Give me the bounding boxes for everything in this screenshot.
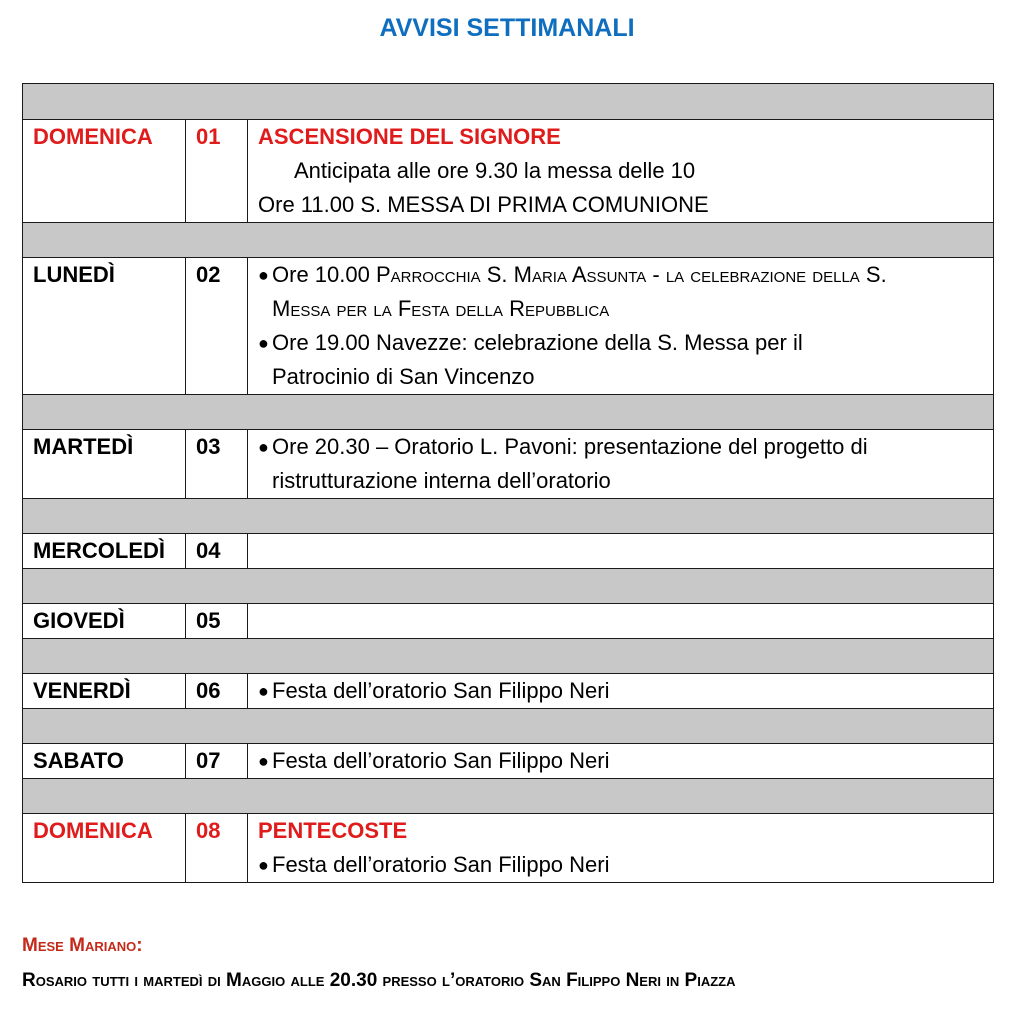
day-number: 08 [186,814,248,883]
bullet-icon: ● [258,855,269,875]
spacer-row [23,709,994,744]
event-text: Parrocchia S. Maria Assunta - la celebrazione della S. [375,262,887,287]
day-name: MERCOLEDÌ [23,534,186,569]
event-line: Anticipata alle ore 9.30 la messa delle 10 [294,158,696,183]
day-name: GIOVEDÌ [23,604,186,639]
feast-title: PENTECOSTE [258,818,408,843]
day-name: DOMENICA [23,120,186,223]
bullet-icon: ● [258,681,269,701]
schedule-row-domenica-08 [23,814,994,883]
spacer-row [23,395,994,430]
bullet-icon: ● [258,333,269,353]
day-name: DOMENICA [23,814,186,883]
day-number: 01 [186,120,248,223]
event-text: Festa dell’oratorio San Filippo Neri [272,852,610,877]
day-number: 03 [186,430,248,499]
page-title: AVVISI SETTIMANALI [379,14,635,42]
spacer-row [23,84,994,120]
day-events [248,258,994,395]
bullet-icon: ● [258,265,269,285]
day-number: 04 [186,534,248,569]
event-item [258,848,983,882]
schedule-row-lunedi-02 [23,258,994,395]
day-events [248,120,994,223]
day-name: LUNEDÌ [23,258,186,395]
schedule-row-venerdi-06 [23,674,994,709]
schedule-row-mercoledi-04 [23,534,994,569]
event-line: Ore 11.00 S. MESSA DI PRIMA COMUNIONE [258,192,709,217]
event-text: Ore 19.00 Navezze: celebrazione della S. Messa per il [272,330,803,355]
event-item [258,674,983,708]
footer-text: Rosario tutti i martedì di Maggio alle 20.30 presso l’oratorio San Filippo Neri in Piazza [22,970,736,991]
bullet-icon: ● [258,751,269,771]
schedule-row-sabato-07 [23,744,994,779]
spacer-row [23,569,994,604]
spacer-row [23,499,994,534]
event-text: Patrocinio di San Vincenzo [272,364,535,389]
event-text: ristrutturazione interna dell’oratorio [272,468,611,493]
bullet-icon: ● [258,437,269,457]
day-number: 02 [186,258,248,395]
event-text: Messa per la Festa della Repubblica [272,296,610,321]
day-events [248,430,994,499]
feast-title: ASCENSIONE DEL SIGNORE [258,124,561,149]
weekly-schedule-table [22,83,994,883]
spacer-row [23,779,994,814]
event-text: Ore 10.00 [272,262,376,287]
day-events [248,744,994,779]
day-events [248,814,994,883]
spacer-row [23,639,994,674]
schedule-row-domenica-01 [23,120,994,223]
event-text: Ore 20.30 – Oratorio L. Pavoni: presentazione del progetto di [272,434,868,459]
day-events [248,604,994,639]
day-events [248,534,994,569]
day-name: MARTEDÌ [23,430,186,499]
day-name: VENERDÌ [23,674,186,709]
event-text: Festa dell’oratorio San Filippo Neri [272,748,610,773]
event-text: Festa dell’oratorio San Filippo Neri [272,678,610,703]
event-item [258,258,983,326]
schedule-row-martedi-03 [23,430,994,499]
event-item [258,744,983,778]
day-number: 06 [186,674,248,709]
event-item [258,430,983,498]
day-name: SABATO [23,744,186,779]
footer-label: Mese Mariano: [22,935,143,956]
spacer-row [23,223,994,258]
day-number: 07 [186,744,248,779]
day-events [248,674,994,709]
day-number: 05 [186,604,248,639]
schedule-row-giovedi-05 [23,604,994,639]
event-item [258,326,983,394]
